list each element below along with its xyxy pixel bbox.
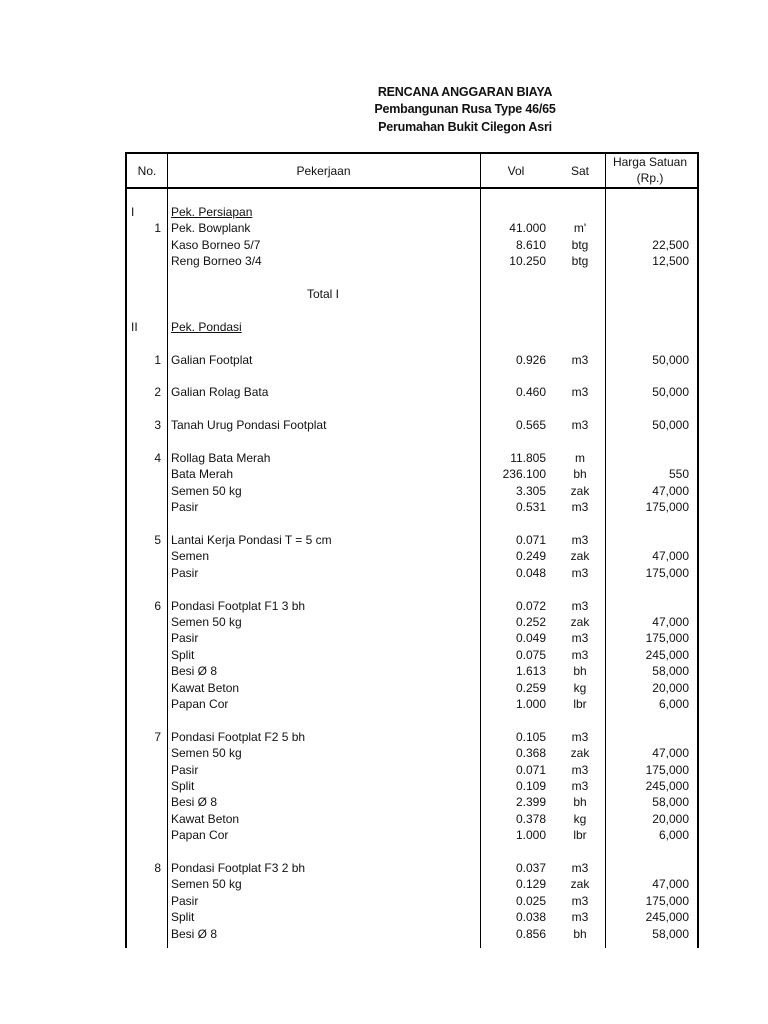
row-number: 7 xyxy=(154,729,161,744)
row-job: Pasir xyxy=(171,500,199,515)
row-volume: 0.368 xyxy=(515,746,546,761)
table-row xyxy=(0,778,768,795)
row-job: Papan Cor xyxy=(171,697,229,711)
table-row xyxy=(0,302,768,319)
table-row xyxy=(0,466,768,483)
table-row xyxy=(0,270,768,287)
row-volume: 0.129 xyxy=(515,877,546,892)
table-row xyxy=(0,483,768,500)
row-volume: 0.378 xyxy=(515,811,546,826)
table-row xyxy=(0,532,768,549)
table-row xyxy=(0,434,768,451)
table-row xyxy=(0,581,768,598)
row-unit-price: 50,000 xyxy=(652,385,689,400)
row-job: Pasir xyxy=(171,893,199,908)
row-job: Split xyxy=(171,779,195,793)
table-row xyxy=(0,565,768,582)
row-job: Semen 50 kg xyxy=(171,615,242,629)
row-job: Reng Borneo 3/4 xyxy=(171,254,262,269)
row-unit: m3 xyxy=(571,647,589,662)
row-volume: 8.610 xyxy=(515,237,546,252)
table-row xyxy=(0,647,768,664)
row-volume: 0.565 xyxy=(515,418,546,433)
row-unit-price: 245,000 xyxy=(645,779,689,793)
row-unit: zak xyxy=(570,877,590,892)
row-volume: 0.071 xyxy=(515,533,546,547)
table-row xyxy=(0,516,768,533)
row-unit: m3 xyxy=(571,893,589,908)
row-section: II xyxy=(131,319,138,334)
document-subtitle: Pembangunan Rusa Type 46/65 xyxy=(374,102,556,116)
row-job: Tanah Urug Pondasi Footplat xyxy=(171,418,327,433)
table-row xyxy=(0,663,768,680)
row-unit-price: 50,000 xyxy=(652,352,689,367)
table-row xyxy=(0,220,768,237)
row-volume: 236.100 xyxy=(502,467,546,482)
row-volume: 0.259 xyxy=(515,680,546,695)
row-number: 6 xyxy=(154,598,161,613)
table-row xyxy=(0,401,768,418)
row-unit-price: 245,000 xyxy=(645,647,689,662)
row-job: Semen 50 kg xyxy=(171,746,242,761)
row-unit: kg xyxy=(573,680,587,695)
row-unit-price: 20,000 xyxy=(652,811,689,826)
row-job: Pondasi Footplat F1 3 bh xyxy=(171,598,306,613)
row-unit-price: 6,000 xyxy=(658,697,689,711)
table-row xyxy=(0,876,768,893)
row-job: Pasir xyxy=(171,762,199,777)
row-number: 5 xyxy=(154,533,161,547)
row-unit: bh xyxy=(573,664,587,679)
row-volume: 0.038 xyxy=(515,910,546,925)
row-unit: zak xyxy=(570,483,590,498)
row-volume: 1.000 xyxy=(515,828,546,843)
row-unit: m' xyxy=(573,221,587,236)
table-row xyxy=(0,794,768,811)
table-row xyxy=(0,204,768,221)
table-row xyxy=(0,712,768,729)
row-job: Galian Footplat xyxy=(171,352,253,367)
row-unit: m3 xyxy=(571,779,589,793)
row-job: Rollag Bata Merah xyxy=(171,451,271,465)
row-unit-price: 20,000 xyxy=(652,680,689,695)
table-row xyxy=(0,286,768,303)
row-unit-price: 12,500 xyxy=(652,254,689,269)
row-job: Pondasi Footplat F3 2 bh xyxy=(171,861,306,875)
row-unit: lbr xyxy=(573,828,587,843)
row-volume: 3.305 xyxy=(515,483,546,498)
row-unit: m3 xyxy=(571,729,589,744)
table-row xyxy=(0,319,768,336)
row-volume: 0.856 xyxy=(515,926,546,941)
row-unit-price: 47,000 xyxy=(652,746,689,761)
table-row xyxy=(0,630,768,647)
table-row xyxy=(0,598,768,615)
row-unit: btg xyxy=(571,254,589,269)
row-unit-price: 58,000 xyxy=(652,664,689,679)
row-volume: 0.025 xyxy=(515,893,546,908)
row-volume: 10.250 xyxy=(509,254,546,269)
table-row xyxy=(0,352,768,369)
row-volume: 0.071 xyxy=(515,762,546,777)
row-section: I xyxy=(131,205,135,219)
row-job: Besi Ø 8 xyxy=(171,664,218,679)
row-unit-price: 175,000 xyxy=(645,762,689,777)
row-unit: btg xyxy=(571,237,589,252)
row-unit-price: 47,000 xyxy=(652,483,689,498)
row-job: Besi Ø 8 xyxy=(171,926,218,941)
row-unit: m3 xyxy=(571,910,589,925)
row-unit-price: 47,000 xyxy=(652,615,689,629)
table-row xyxy=(0,614,768,631)
row-unit: kg xyxy=(573,811,587,826)
table-row xyxy=(0,745,768,762)
table-row xyxy=(0,368,768,385)
row-unit: m3 xyxy=(571,533,589,547)
table-row xyxy=(0,926,768,943)
row-unit: m3 xyxy=(571,598,589,613)
document-title: RENCANA ANGGARAN BIAYA xyxy=(377,85,553,99)
row-unit-price: 6,000 xyxy=(658,828,689,843)
row-job: Pondasi Footplat F2 5 bh xyxy=(171,729,306,744)
row-unit-price: 175,000 xyxy=(645,893,689,908)
row-number: 8 xyxy=(154,861,161,875)
column-header-sat: Sat xyxy=(570,164,589,178)
row-job: Lantai Kerja Pondasi T = 5 cm xyxy=(171,533,332,547)
row-volume: 0.049 xyxy=(515,631,546,646)
table-row xyxy=(0,384,768,401)
row-job: Kawat Beton xyxy=(171,811,240,826)
row-unit-price: 47,000 xyxy=(652,549,689,564)
row-unit: m3 xyxy=(571,631,589,646)
row-job: Kaso Borneo 5/7 xyxy=(171,237,261,252)
column-header-vol: Vol xyxy=(507,164,525,178)
row-volume: 2.399 xyxy=(515,795,546,810)
row-job: Besi Ø 8 xyxy=(171,795,218,810)
row-number: 4 xyxy=(154,451,161,465)
table-row xyxy=(0,417,768,434)
row-number: 3 xyxy=(154,418,161,433)
row-unit-price: 175,000 xyxy=(645,631,689,646)
row-volume: 0.460 xyxy=(515,385,546,400)
row-volume: 0.105 xyxy=(515,729,546,744)
row-unit-price: 175,000 xyxy=(645,500,689,515)
table-row xyxy=(0,696,768,713)
row-unit-price: 245,000 xyxy=(645,910,689,925)
row-job: Pasir xyxy=(171,565,199,580)
row-unit: m3 xyxy=(571,565,589,580)
row-job: Kawat Beton xyxy=(171,680,240,695)
row-unit: lbr xyxy=(573,697,587,711)
row-volume: 0.926 xyxy=(515,352,546,367)
row-unit: m xyxy=(575,451,585,465)
table-row xyxy=(0,762,768,779)
row-job: Semen xyxy=(171,549,210,564)
table-row xyxy=(0,844,768,861)
row-unit: m3 xyxy=(571,352,589,367)
row-volume: 0.037 xyxy=(515,861,546,875)
row-unit: bh xyxy=(573,795,587,810)
row-volume: 1.000 xyxy=(515,697,546,711)
row-unit-price: 175,000 xyxy=(645,565,689,580)
row-job: Split xyxy=(171,910,195,925)
column-header-price-line2: (Rp.) xyxy=(636,171,664,185)
row-job: Semen 50 kg xyxy=(171,483,242,498)
row-volume: 1.613 xyxy=(515,664,546,679)
row-unit-price: 47,000 xyxy=(652,877,689,892)
row-job: Total I xyxy=(306,287,339,301)
row-unit: zak xyxy=(570,549,590,564)
row-unit-price: 50,000 xyxy=(652,418,689,433)
table-row xyxy=(0,548,768,565)
row-volume: 0.252 xyxy=(515,615,546,629)
row-unit: bh xyxy=(573,467,587,482)
row-job: Pek. Persiapan xyxy=(171,205,253,219)
row-number: 1 xyxy=(154,221,161,236)
row-job: Pek. Bowplank xyxy=(171,221,251,236)
row-volume: 11.805 xyxy=(510,451,546,465)
column-header-no: No. xyxy=(137,164,157,178)
row-job: Pek. Pondasi xyxy=(171,319,242,334)
row-volume: 0.048 xyxy=(515,565,546,580)
row-job: Bata Merah xyxy=(171,467,234,482)
table-row xyxy=(0,909,768,926)
row-job: Split xyxy=(171,647,195,662)
row-unit: m3 xyxy=(571,500,589,515)
table-row xyxy=(0,680,768,697)
table-row xyxy=(0,729,768,746)
table-row xyxy=(0,237,768,254)
table-row xyxy=(0,253,768,270)
row-volume: 0.072 xyxy=(515,598,546,613)
document-location: Perumahan Bukit Cilegon Asri xyxy=(378,120,552,134)
row-number: 1 xyxy=(154,352,161,367)
column-header-price-line1: Harga Satuan xyxy=(612,155,688,169)
column-header-job: Pekerjaan xyxy=(296,164,351,178)
table-row xyxy=(0,860,768,877)
table-row xyxy=(0,811,768,828)
row-job: Papan Cor xyxy=(171,828,229,843)
row-unit: m3 xyxy=(571,861,589,875)
row-unit: bh xyxy=(573,926,587,941)
row-unit: zak xyxy=(570,615,590,629)
row-number: 2 xyxy=(154,385,161,400)
table-row xyxy=(0,893,768,910)
table-row xyxy=(0,450,768,467)
row-unit-price: 22,500 xyxy=(652,237,689,252)
row-unit: m3 xyxy=(571,418,589,433)
row-volume: 0.109 xyxy=(515,779,546,793)
row-job: Galian Rolag Bata xyxy=(171,385,269,400)
row-unit: m3 xyxy=(571,385,589,400)
row-unit: m3 xyxy=(571,762,589,777)
row-unit: zak xyxy=(570,746,590,761)
row-job: Pasir xyxy=(171,631,199,646)
row-volume: 0.249 xyxy=(515,549,546,564)
table-row xyxy=(0,335,768,352)
table-row xyxy=(0,499,768,516)
row-job: Semen 50 kg xyxy=(171,877,242,892)
table-row xyxy=(0,827,768,844)
row-unit-price: 58,000 xyxy=(652,926,689,941)
row-volume: 0.075 xyxy=(515,647,546,662)
row-unit-price: 58,000 xyxy=(652,795,689,810)
row-volume: 0.531 xyxy=(515,500,546,515)
row-volume: 41.000 xyxy=(509,221,546,236)
row-unit-price: 550 xyxy=(668,467,689,482)
